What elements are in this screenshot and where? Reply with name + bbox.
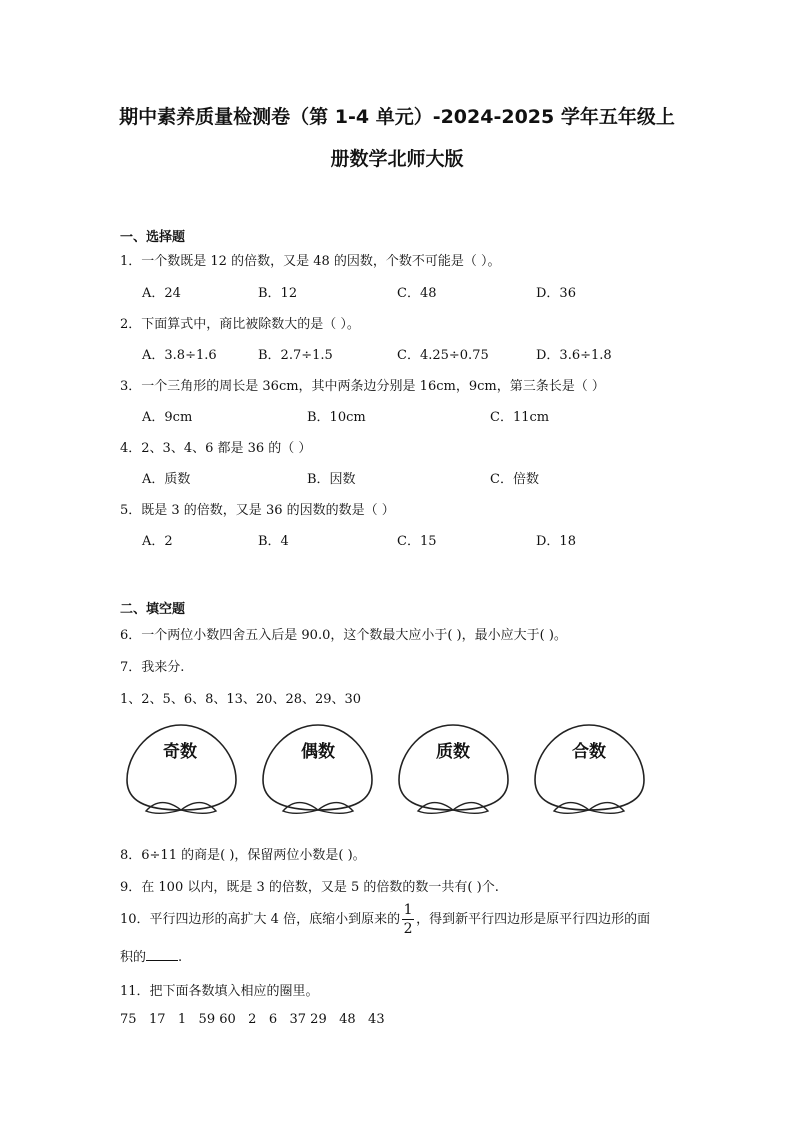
option-a[interactable]: A．3.8÷1.6 bbox=[142, 348, 217, 363]
question-5: 5．既是 3 的倍数，又是 36 的因数的数是（ ） bbox=[120, 503, 395, 518]
peach-composite bbox=[535, 725, 644, 813]
option-a[interactable]: A．质数 bbox=[142, 472, 191, 487]
question-9: 9．在 100 以内，既是 3 的倍数，又是 5 的倍数的数一共有( )个. bbox=[120, 880, 499, 895]
option-a[interactable]: A．24 bbox=[142, 286, 181, 301]
question-3: 3．一个三角形的周长是 36cm，其中两条边分别是 16cm，9cm，第三条长是（ ） bbox=[120, 379, 605, 394]
option-c[interactable]: C．11cm bbox=[490, 410, 550, 425]
fraction-numerator: 1 bbox=[403, 902, 413, 918]
question-10 bbox=[120, 903, 650, 936]
question-11-numbers: 75 17 1 59 60 2 6 37 29 48 43 bbox=[120, 1012, 385, 1027]
question-7-numbers: 1、2、5、6、8、13、20、28、29、30 bbox=[120, 692, 362, 707]
option-c[interactable]: C．倍数 bbox=[490, 472, 539, 487]
option-b[interactable]: B．4 bbox=[258, 534, 289, 549]
option-c[interactable]: C．4.25÷0.75 bbox=[397, 348, 489, 363]
peach-label-odd: 奇数 bbox=[163, 742, 197, 762]
option-b[interactable]: B．12 bbox=[258, 286, 298, 301]
peach-label-prime: 质数 bbox=[436, 742, 470, 762]
question-10-text-b: ，得到新平行四边形是原平行四边形的面 bbox=[416, 912, 651, 927]
question-1: 1．一个数既是 12 的倍数，又是 48 的因数，个数不可能是（ ）。 bbox=[120, 254, 501, 269]
peach-label-even: 偶数 bbox=[301, 742, 335, 762]
option-d[interactable]: D．36 bbox=[536, 286, 576, 301]
peach-label-composite: 合数 bbox=[572, 742, 606, 762]
section-heading-fill-blank: 二、填空题 bbox=[120, 602, 186, 617]
question-7: 7．我来分. bbox=[120, 660, 185, 675]
question-10-line-2 bbox=[120, 946, 182, 965]
option-c[interactable]: C．48 bbox=[397, 286, 437, 301]
peach-prime bbox=[399, 725, 508, 813]
question-2: 2．下面算式中，商比被除数大的是（ ）。 bbox=[120, 317, 360, 332]
page-title-line-2: 册数学北师大版 bbox=[330, 148, 464, 170]
fraction-denominator: 2 bbox=[403, 921, 413, 937]
option-b[interactable]: B．10cm bbox=[307, 410, 366, 425]
fraction-one-half bbox=[402, 903, 414, 936]
question-10-text-a: 10．平行四边形的高扩大 4 倍，底缩小到原来的 bbox=[120, 912, 401, 927]
option-b[interactable]: B．因数 bbox=[307, 472, 356, 487]
question-8: 8．6÷11 的商是( )，保留两位小数是( )。 bbox=[120, 848, 366, 863]
option-c[interactable]: C．15 bbox=[397, 534, 437, 549]
question-10-text-c: 积的 bbox=[120, 950, 147, 965]
option-a[interactable]: A．9cm bbox=[142, 410, 193, 425]
page-title-line-1: 期中素养质量检测卷（第 1-4 单元）-2024-2025 学年五年级上 bbox=[119, 106, 675, 128]
question-4: 4．2、3、4、6 都是 36 的（ ） bbox=[120, 441, 312, 456]
option-a[interactable]: A．2 bbox=[142, 534, 173, 549]
peach-even bbox=[263, 725, 372, 813]
question-10-text-d: . bbox=[178, 950, 183, 965]
section-heading-choice: 一、选择题 bbox=[120, 230, 186, 245]
peach-odd bbox=[127, 725, 236, 813]
option-d[interactable]: D．3.6÷1.8 bbox=[536, 348, 612, 363]
question-11: 11．把下面各数填入相应的圈里。 bbox=[120, 984, 319, 999]
option-d[interactable]: D．18 bbox=[536, 534, 576, 549]
question-6: 6．一个两位小数四舍五入后是 90.0，这个数最大应小于( )，最小应大于( )。 bbox=[120, 628, 567, 643]
option-b[interactable]: B．2.7÷1.5 bbox=[258, 348, 333, 363]
answer-blank[interactable] bbox=[146, 948, 178, 961]
